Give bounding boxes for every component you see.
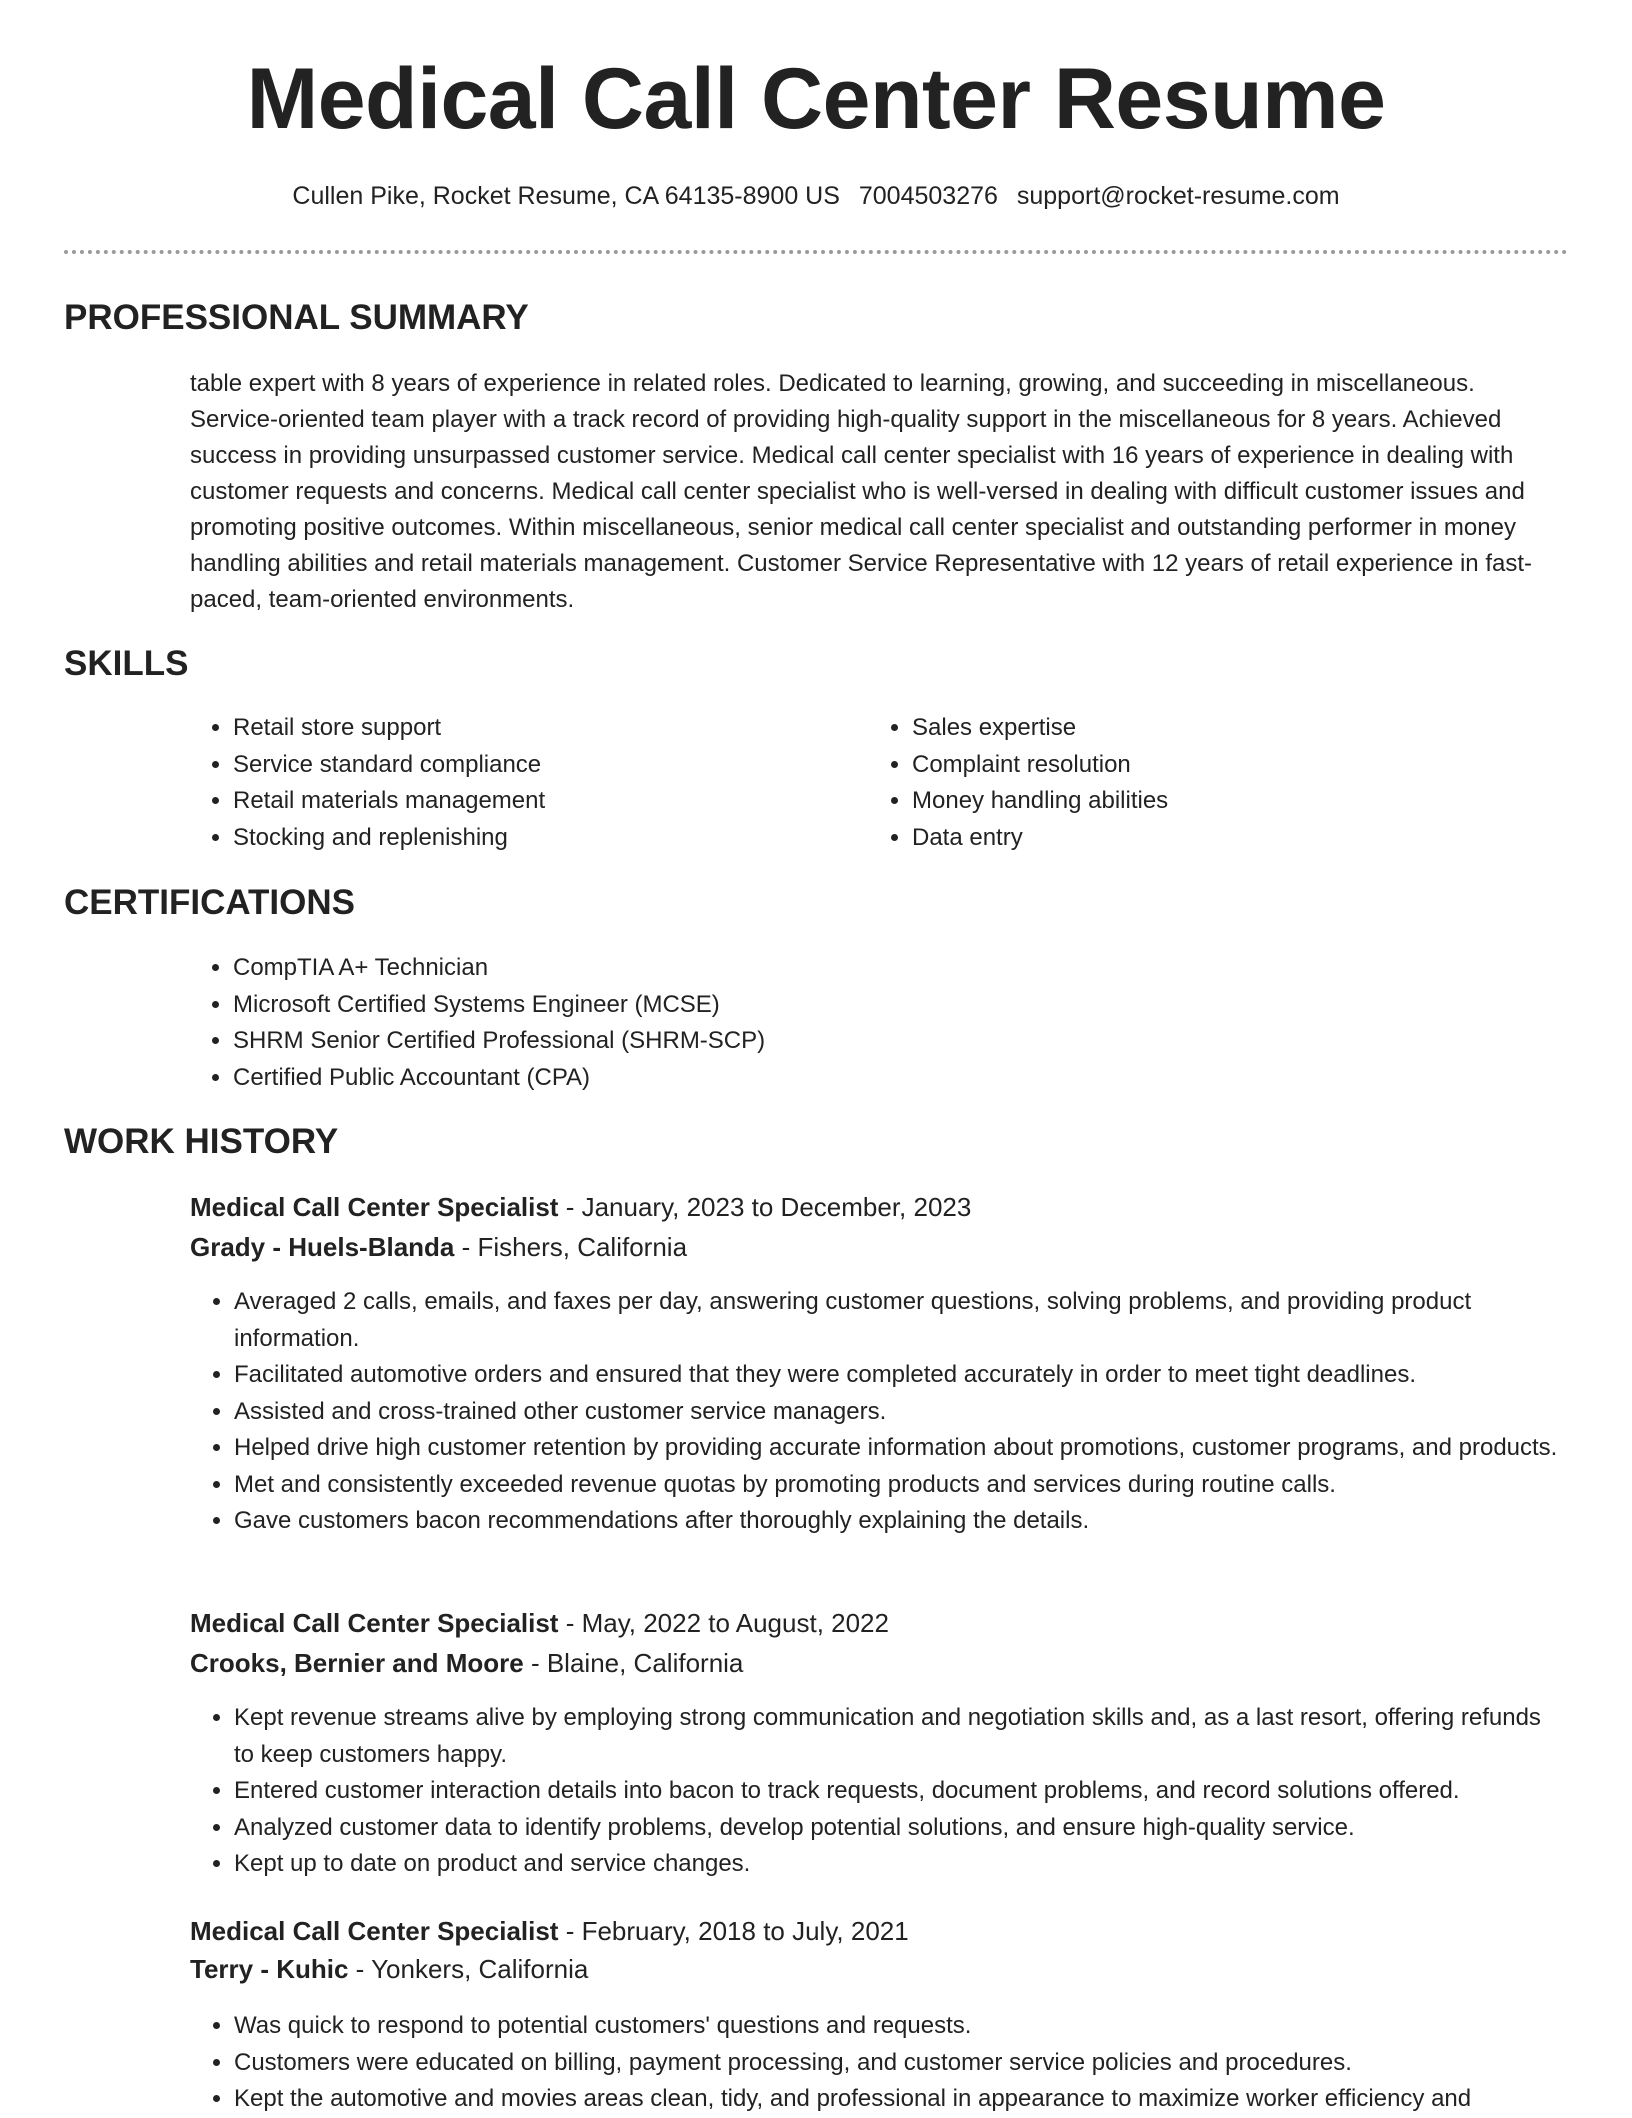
job-location: - Yonkers, California [348, 1954, 589, 1984]
summary-text: table expert with 8 years of experience in related roles. Dedicated to learning, growing, and succeeding in miscellaneous. Service-oriented team player with a track record of providing high-quality support in the miscellaneous for 8 years. Achieved success in providing unsurpassed customer service. Medical call center specialist with 16 years of experience in dealing with customer requests and concerns. Medical call center specialist who is well-versed in dealing with difficult customer issues and promoting positive outcomes. Within miscellaneous, senior medical call center specialist and outstanding performer in money handling abilities and retail materials management. Customer Service Representative with 12 years of retail experience in fast-paced, team-oriented environments. [190, 370, 1532, 613]
resume-title: Medical Call Center Resume [246, 51, 1386, 147]
certifications-heading: CERTIFICATIONS [64, 883, 356, 922]
job-company: Crooks, Bernier and Moore [190, 1648, 524, 1678]
job-bullet: • Helped drive high customer retention by providing accurate information about promotions, customer programs, and products. [234, 1430, 1564, 1467]
job-dates: - February, 2018 to July, 2021 [558, 1916, 909, 1946]
job-title-line [190, 1192, 971, 1223]
job-bullet: • Facilitated automotive orders and ensured that they were completed accurately in order to meet tight deadlines. [234, 1357, 1564, 1394]
job-title: Medical Call Center Specialist [190, 1608, 559, 1638]
job-bullets [190, 2008, 1564, 2118]
job-bullet: • Met and consistently exceeded revenue quotas by promoting products and services during routine calls. [234, 1467, 1564, 1504]
job-bullet: • Gave customers bacon recommendations after thoroughly explaining the details. [234, 1503, 1564, 1540]
job-bullet: • Kept revenue streams alive by employing strong communication and negotiation skills and, as a last resort, offering refunds to keep customers happy. [234, 1700, 1564, 1773]
job-bullet: • Averaged 2 calls, emails, and faxes per day, answering customer questions, solving problems, and providing product information. [234, 1284, 1564, 1357]
summary-heading: PROFESSIONAL SUMMARY [64, 298, 529, 337]
job-dates: - January, 2023 to December, 2023 [558, 1192, 972, 1222]
contact-line [0, 182, 1632, 211]
job-location: - Fishers, California [454, 1232, 688, 1262]
skills-list-left [189, 710, 833, 856]
skill-item: • Retail materials management [233, 783, 833, 820]
job-bullet: • Assisted and cross-trained other customer service managers. [234, 1394, 1564, 1431]
job-bullet: • Entered customer interaction details into bacon to track requests, document problems, and record solutions offered. [234, 1773, 1564, 1810]
certification-item: • Microsoft Certified Systems Engineer (MCSE) [233, 987, 1533, 1024]
contact-email[interactable]: support@rocket-resume.com [1016, 182, 1340, 210]
job-bullets [190, 1284, 1564, 1540]
skills-list-right [868, 710, 1512, 856]
job-bullet: • Kept the automotive and movies areas clean, tidy, and professional in appearance to maximize worker efficiency and [234, 2081, 1564, 2118]
skill-item: • Complaint resolution [912, 747, 1512, 784]
job-company-line [190, 1648, 743, 1679]
job-bullets [190, 1700, 1564, 1883]
skills-heading: SKILLS [64, 644, 189, 683]
skill-item: • Stocking and replenishing [233, 820, 833, 857]
job-title-line [190, 1608, 889, 1639]
job-company-line [190, 1954, 588, 1985]
job-bullet: • Customers were educated on billing, payment processing, and customer service policies and procedures. [234, 2045, 1564, 2082]
header-divider [64, 250, 1568, 254]
skill-item: • Service standard compliance [233, 747, 833, 784]
job-bullet: • Kept up to date on product and service changes. [234, 1846, 1564, 1883]
skill-item: • Data entry [912, 820, 1512, 857]
skill-item: • Sales expertise [912, 710, 1512, 747]
job-bullet: • Analyzed customer data to identify problems, develop potential solutions, and ensure high-quality service. [234, 1810, 1564, 1847]
contact-address: Cullen Pike, Rocket Resume, CA 64135-8900 US [292, 182, 840, 210]
skill-item: • Money handling abilities [912, 783, 1512, 820]
job-company-line [190, 1232, 687, 1263]
certification-item: • CompTIA A+ Technician [233, 950, 1533, 987]
job-company: Grady - Huels-Blanda [190, 1232, 455, 1262]
job-bullet: • Was quick to respond to potential customers' questions and requests. [234, 2008, 1564, 2045]
job-company: Terry - Kuhic [190, 1954, 349, 1984]
certification-item: • Certified Public Accountant (CPA) [233, 1060, 1533, 1097]
job-title-line [190, 1916, 909, 1947]
job-dates: - May, 2022 to August, 2022 [558, 1608, 889, 1638]
certification-item: • SHRM Senior Certified Professional (SHRM-SCP) [233, 1023, 1533, 1060]
certifications-list [189, 950, 1533, 1096]
job-title: Medical Call Center Specialist [190, 1916, 559, 1946]
job-title: Medical Call Center Specialist [190, 1192, 559, 1222]
job-location: - Blaine, California [523, 1648, 744, 1678]
skill-item: • Retail store support [233, 710, 833, 747]
contact-phone: 7004503276 [858, 182, 998, 210]
work-history-heading: WORK HISTORY [64, 1122, 339, 1161]
